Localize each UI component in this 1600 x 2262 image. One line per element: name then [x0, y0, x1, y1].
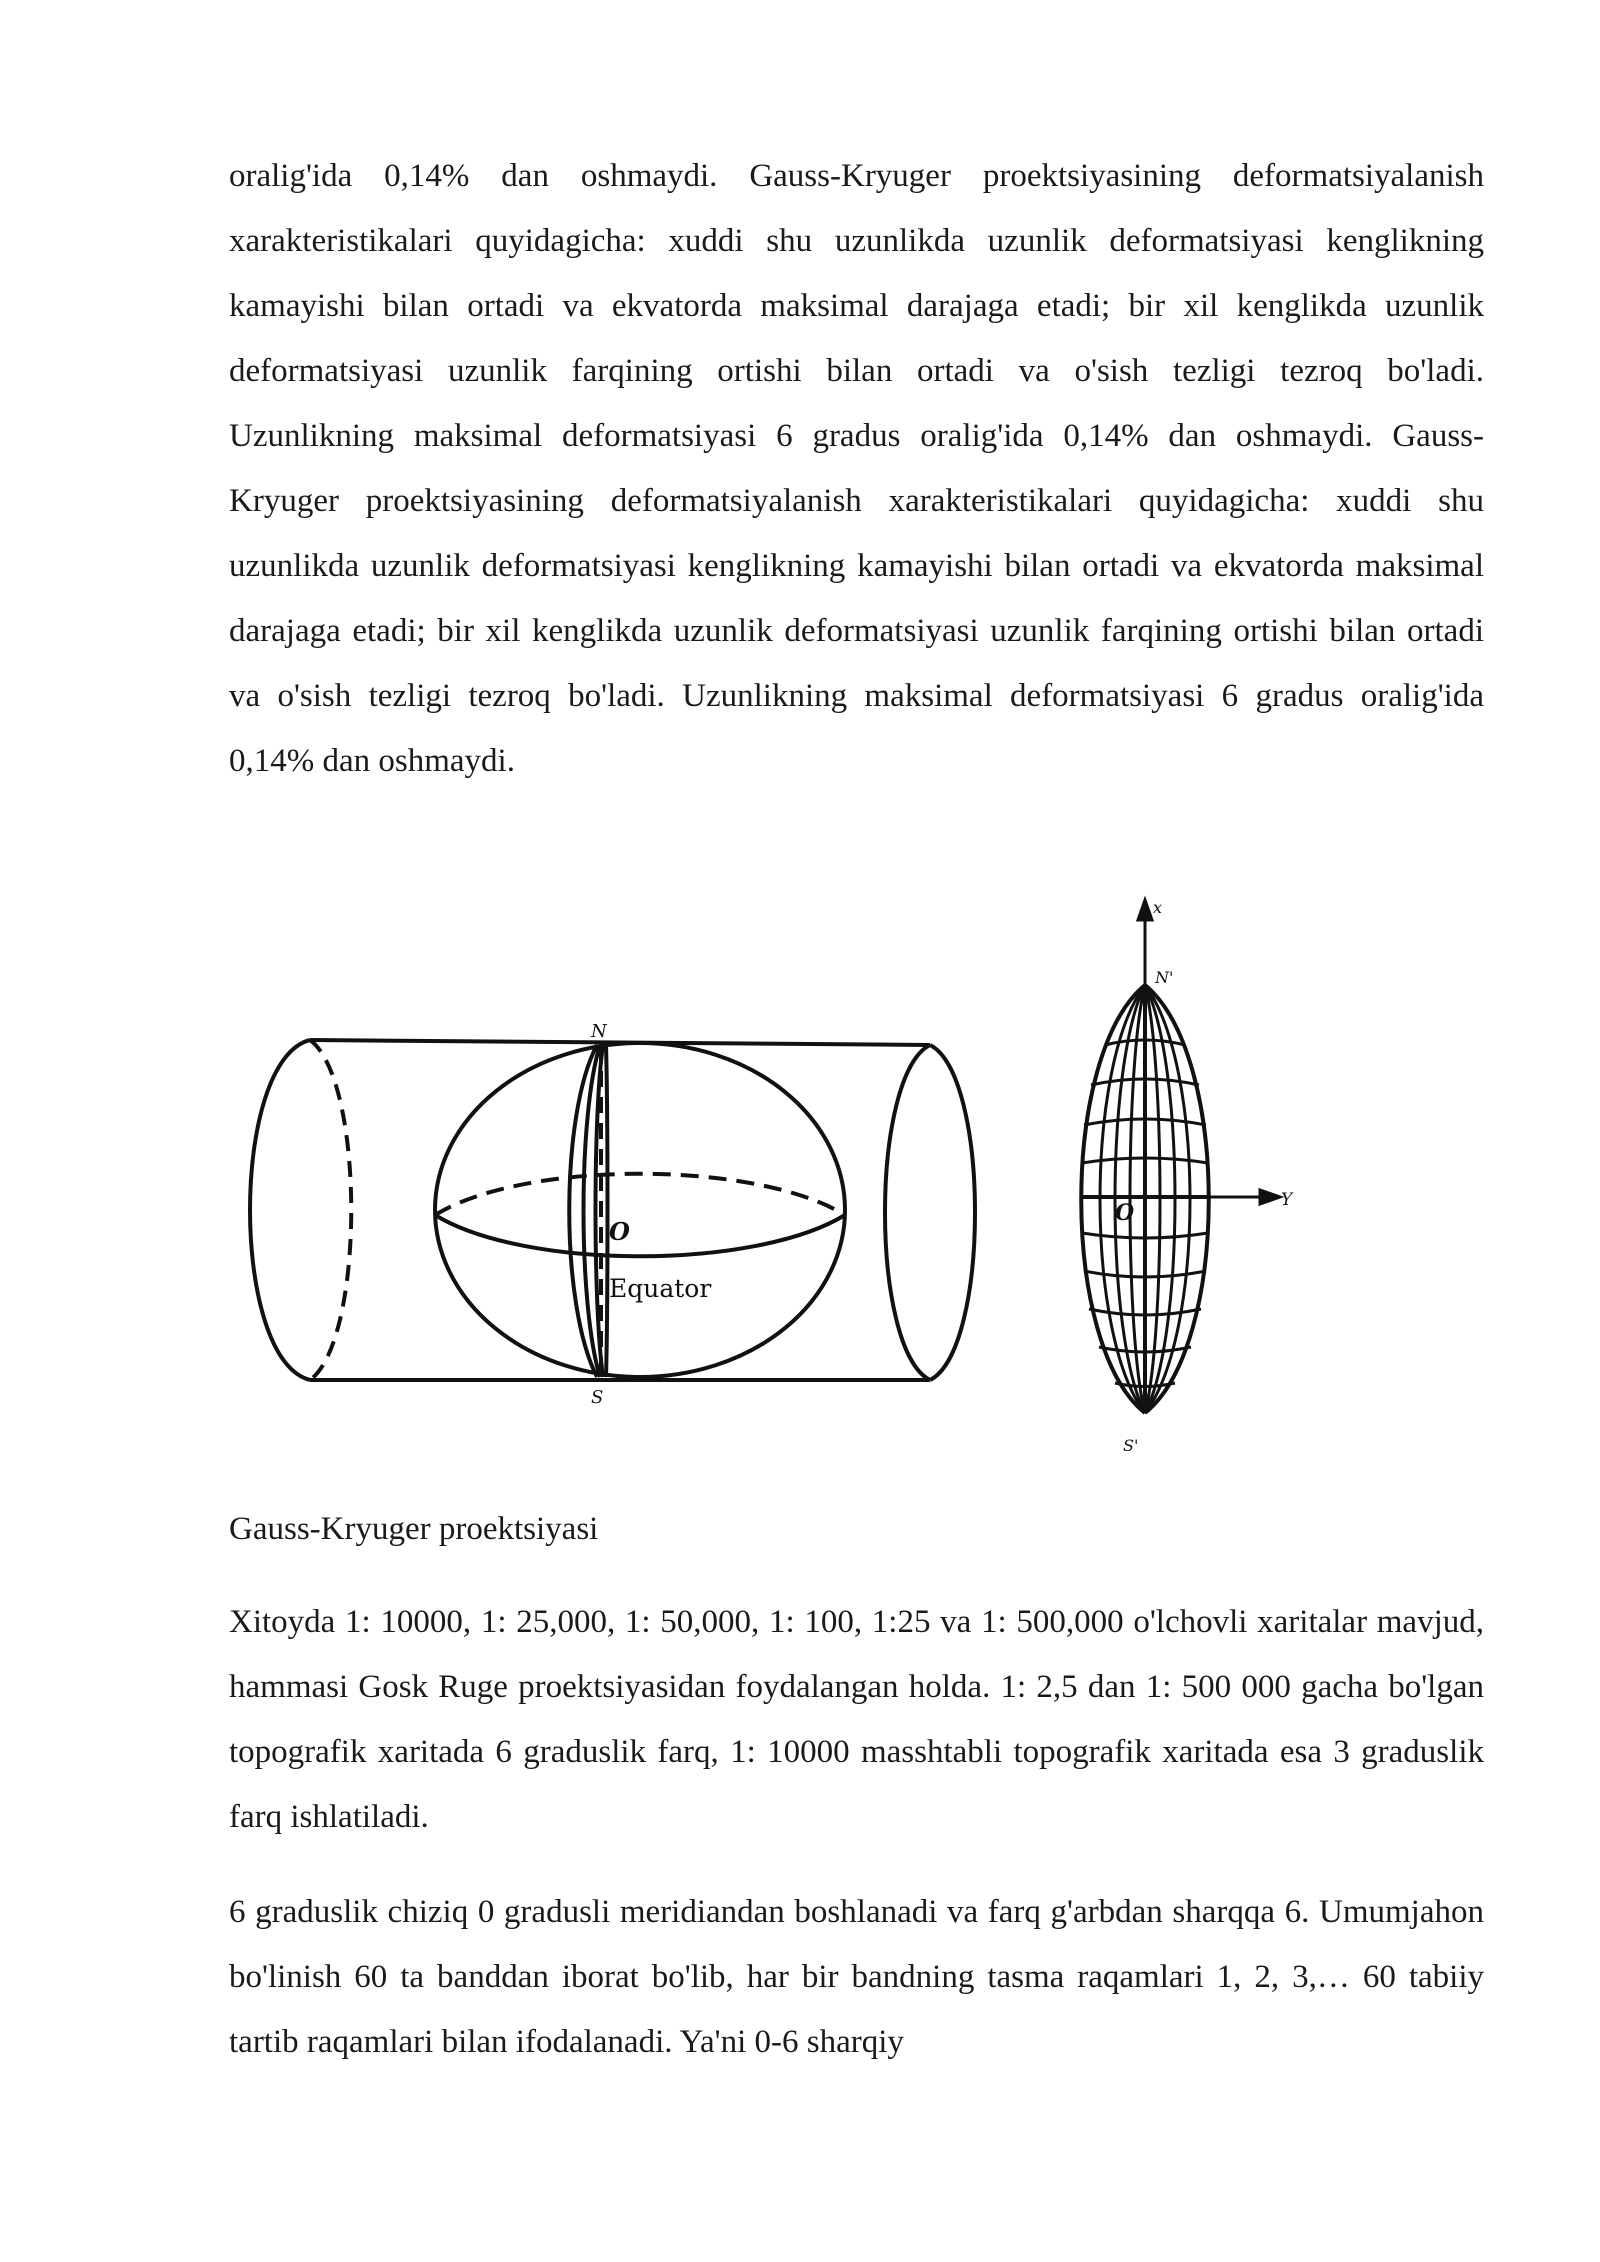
cylinder-right-end-front	[885, 1045, 930, 1380]
equator-hidden-line	[435, 1174, 845, 1215]
zone-diagram	[1081, 900, 1280, 1413]
figure-caption: Gauss-Kryuger proektsiyasi	[229, 1511, 599, 1547]
x-axis-arrow	[1138, 900, 1152, 920]
paragraph-maps-china: Xitoyda 1: 10000, 1: 25,000, 1: 50,000, 1: 100, 1:25 va 1: 500,000 o'lchovli xaritalar mavjud, hammasi Gosk Ruge proektsiyasidan foydalangan holda. 1: 2,5 dan 1: 500 000 gacha bo'lgan topografik xaritada 6 graduslik farq, 1: 10000 masshtabli topografik xaritada esa 3 graduslik farq ishlatiladi.	[229, 1604, 1484, 1835]
zone-origin-label: O	[1115, 1200, 1135, 1226]
x-axis-label: x	[1153, 898, 1163, 917]
zone-south-label: S'	[1123, 1436, 1139, 1455]
north-label: N	[591, 1021, 607, 1042]
y-axis-label: Y	[1281, 1190, 1293, 1210]
zone-north-label: N'	[1155, 968, 1174, 987]
south-label: S	[591, 1387, 604, 1408]
paragraph-deformation: oralig'ida 0,14% dan oshmaydi. Gauss-Kryuger proektsiyasining deformatsiyalanish xarakteristikalari quyidagicha: xuddi shu uzunlikda uzunlik deformatsiyasi kenglikning kamayishi bilan ortadi va ekvatorda maksimal darajaga etadi; bir xil kenglikda uzunlik deformatsiyasi uzunlik farqining ortishi bilan ortadi va o'sish tezligi tezroq bo'ladi. Uzunlikning maksimal deformatsiyasi 6 gradus oralig'ida 0,14% dan oshmaydi. Gauss-Kryuger proektsiyasining deformatsiyalanish xarakteristikalari quyidagicha: xuddi shu uzunlikda uzunlik deformatsiyasi kenglikning kamayishi bilan ortadi va ekvatorda maksimal darajaga etadi; bir xil kenglikda uzunlik deformatsiyasi uzunlik farqining ortishi bilan ortadi va o'sish tezligi tezroq bo'ladi. Uzunlikning maksimal deformatsiyasi 6 gradus oralig'ida 0,14% dan oshmaydi.	[229, 158, 1484, 779]
cylinder-left-hidden-edge	[310, 1040, 351, 1380]
origin-label: O	[609, 1217, 630, 1246]
earth-ellipsoid	[435, 1043, 845, 1377]
cylinder-right-end-back	[930, 1045, 975, 1380]
projection-diagram	[225, 885, 1335, 1465]
paragraph-six-degree-zones: 6 graduslik chiziq 0 gradusli meridiandan boshlanadi va farq g'arbdan sharqqa 6. Umumjahon bo'linish 60 ta banddan iborat bo'lib, har bir bandning tasma raqamlari 1, 2, 3,… 60 tabiiy tartib raqamlari bilan ifodalanadi. Ya'ni 0-6 sharqiy	[229, 1894, 1484, 2060]
equator-label: Equator	[609, 1274, 712, 1303]
equator-line	[435, 1215, 845, 1256]
meridian-4	[606, 1045, 608, 1377]
cylinder-diagram	[250, 1040, 975, 1380]
cylinder-left-end	[250, 1040, 310, 1380]
gauss-kryuger-figure	[225, 885, 1335, 1465]
y-axis-arrow	[1260, 1190, 1280, 1204]
